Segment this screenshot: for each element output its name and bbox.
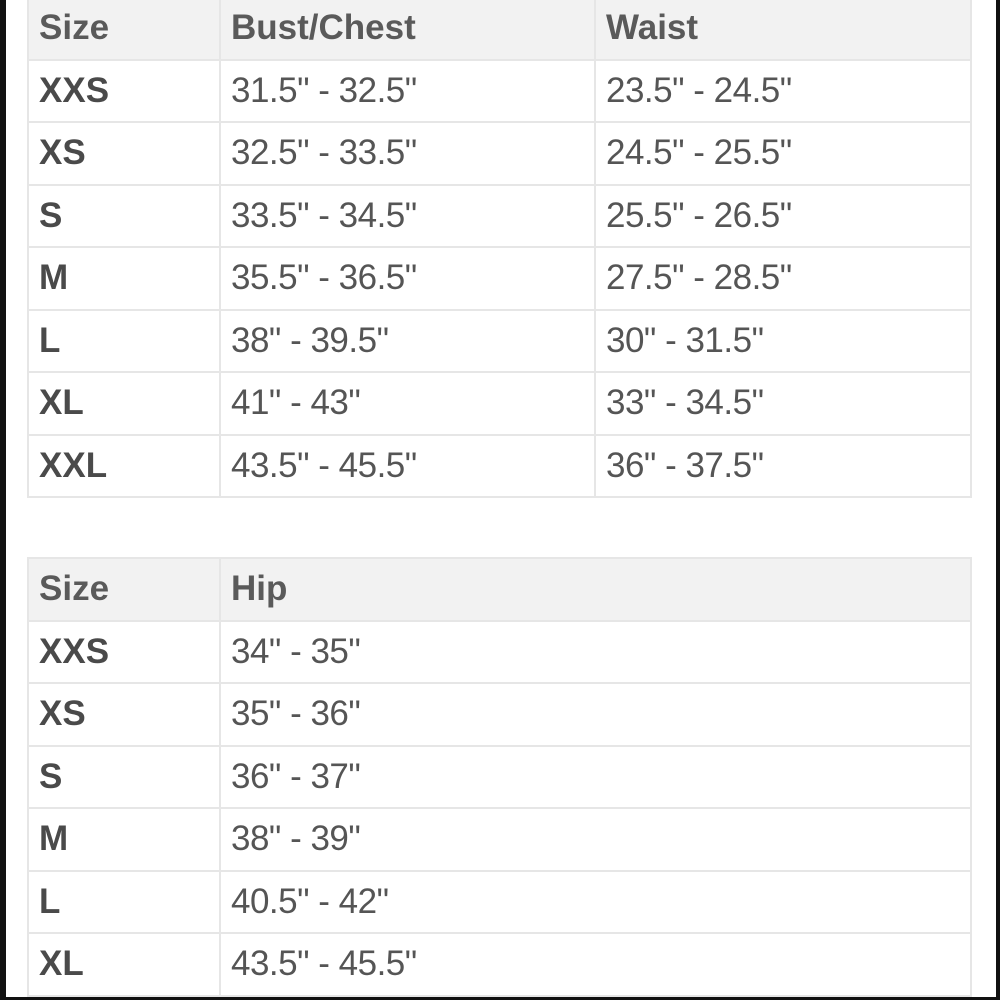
size-cell: M [28, 247, 220, 310]
hip-cell: 40.5" - 42" [220, 871, 971, 934]
table-row [28, 746, 971, 809]
size-cell: S [28, 746, 220, 809]
table-row [28, 60, 971, 123]
table-row [28, 310, 971, 373]
hip-cell: 43.5" - 45.5" [220, 933, 971, 996]
hip-cell: 36" - 37" [220, 746, 971, 809]
header-hip: Hip [220, 558, 971, 621]
table-row [28, 247, 971, 310]
header-waist: Waist [595, 0, 971, 60]
size-cell: XS [28, 683, 220, 746]
waist-cell: 33" - 34.5" [595, 372, 971, 435]
table-row [28, 871, 971, 934]
waist-cell: 30" - 31.5" [595, 310, 971, 373]
size-cell: XS [28, 122, 220, 185]
waist-cell: 25.5" - 26.5" [595, 185, 971, 248]
size-cell: XL [28, 372, 220, 435]
table-row [28, 185, 971, 248]
waist-cell: 23.5" - 24.5" [595, 60, 971, 123]
size-cell: M [28, 808, 220, 871]
size-cell: XL [28, 933, 220, 996]
right-frame-edge [996, 0, 1000, 1000]
size-cell: XXL [28, 435, 220, 498]
waist-cell: 36" - 37.5" [595, 435, 971, 498]
bust-cell: 43.5" - 45.5" [220, 435, 595, 498]
table-row [28, 621, 971, 684]
size-cell: S [28, 185, 220, 248]
waist-cell: 24.5" - 25.5" [595, 122, 971, 185]
size-cell: XXS [28, 60, 220, 123]
hip-cell: 34" - 35" [220, 621, 971, 684]
bust-cell: 41" - 43" [220, 372, 595, 435]
header-size: Size [28, 558, 220, 621]
hip-cell: 35" - 36" [220, 683, 971, 746]
size-cell: L [28, 871, 220, 934]
left-frame-edge [0, 0, 6, 1000]
table-row [28, 435, 971, 498]
table-row [28, 372, 971, 435]
waist-cell: 27.5" - 28.5" [595, 247, 971, 310]
bust-cell: 32.5" - 33.5" [220, 122, 595, 185]
table-row [28, 683, 971, 746]
size-cell: L [28, 310, 220, 373]
header-size: Size [28, 0, 220, 60]
bust-cell: 31.5" - 32.5" [220, 60, 595, 123]
table-header-row [28, 0, 971, 60]
bust-cell: 35.5" - 36.5" [220, 247, 595, 310]
bust-cell: 38" - 39.5" [220, 310, 595, 373]
bust-waist-size-table [27, 0, 972, 498]
bust-cell: 33.5" - 34.5" [220, 185, 595, 248]
table-row [28, 122, 971, 185]
table-header-row [28, 558, 971, 621]
hip-cell: 38" - 39" [220, 808, 971, 871]
table-row [28, 933, 971, 996]
size-cell: XXS [28, 621, 220, 684]
table-row [28, 808, 971, 871]
header-bust-chest: Bust/Chest [220, 0, 595, 60]
hip-size-table [27, 557, 972, 997]
